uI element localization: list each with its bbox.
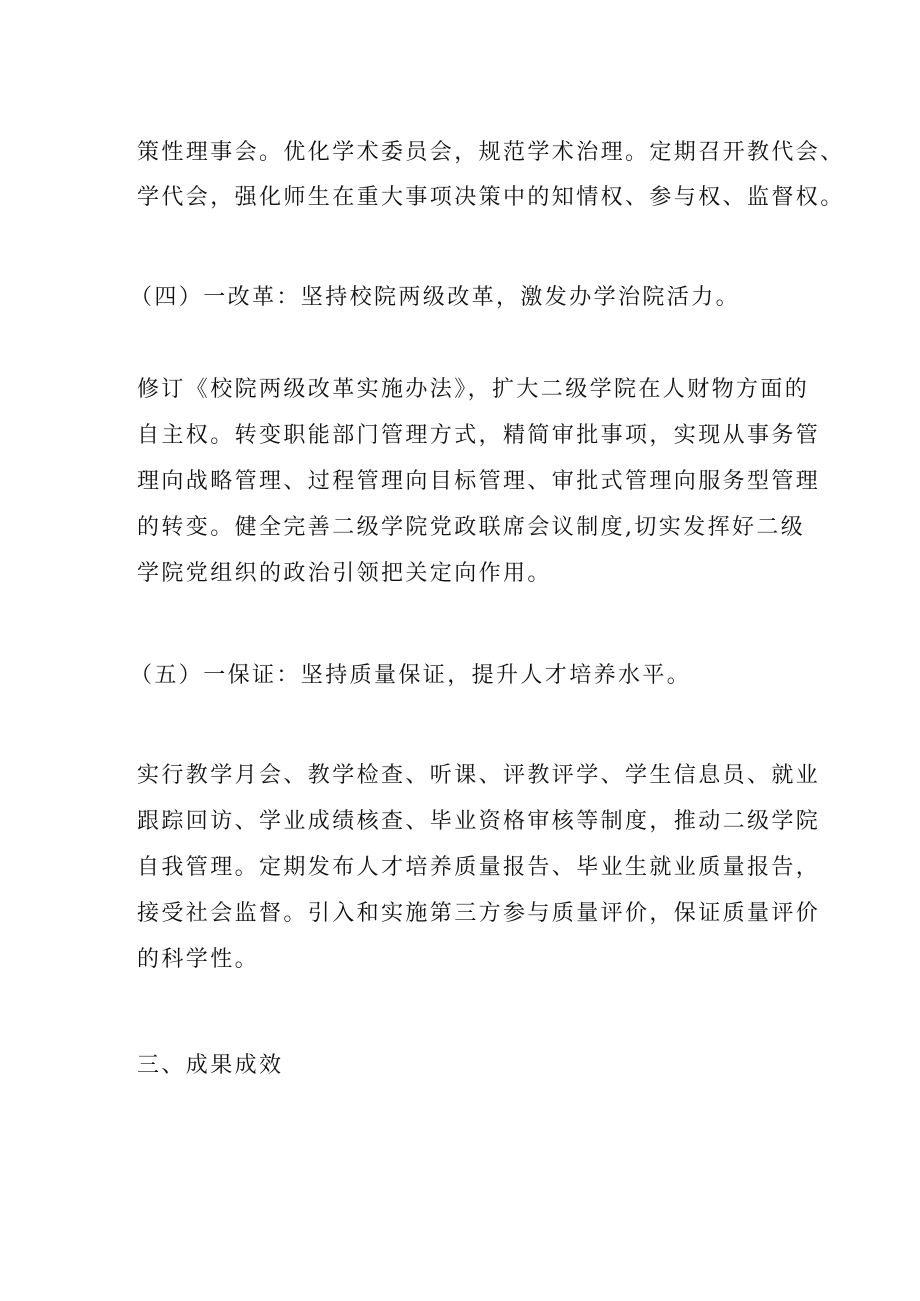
text-line: 接受社会监督。引入和实施第三方参与质量评价，保证质量评价 — [137, 901, 821, 926]
text-line: 理向战略管理、过程管理向目标管理、审批式管理向服务型管理 — [137, 469, 821, 494]
text-line: 策性理事会。优化学术委员会，规范学术治理。定期召开教代会、 — [137, 140, 845, 165]
text-line: 学代会，强化师生在重大事项决策中的知情权、参与权、监督权。 — [137, 185, 845, 210]
text-line: 学院党组织的政治引领把关定向作用。 — [137, 561, 552, 586]
text-line: 自主权。转变职能部门管理方式，精简审批事项，实现从事务管 — [137, 423, 821, 448]
text-line: 的转变。健全完善二级学院党政联席会议制度,切实发挥好二级 — [137, 515, 806, 540]
text-line: 自我管理。定期发布人才培养质量报告、毕业生就业质量报告， — [137, 855, 821, 880]
text-line: 的科学性。 — [137, 947, 260, 972]
heading-text: （四）一改革：坚持校院两级改革，激发办学治院活力。 — [130, 285, 741, 310]
heading-text: 三、成果成效 — [137, 1053, 284, 1078]
heading-text: （五）一保证：坚持质量保证，提升人才培养水平。 — [130, 663, 692, 688]
text-line: 修订《校院两级改革实施办法》，扩大二级学院在人财物方面的 — [137, 377, 810, 402]
text-line: 实行教学月会、教学检查、听课、评教评学、学生信息员、就业 — [137, 763, 821, 788]
text-line: 跟踪回访、学业成绩核查、毕业资格审核等制度，推动二级学院 — [137, 809, 821, 834]
